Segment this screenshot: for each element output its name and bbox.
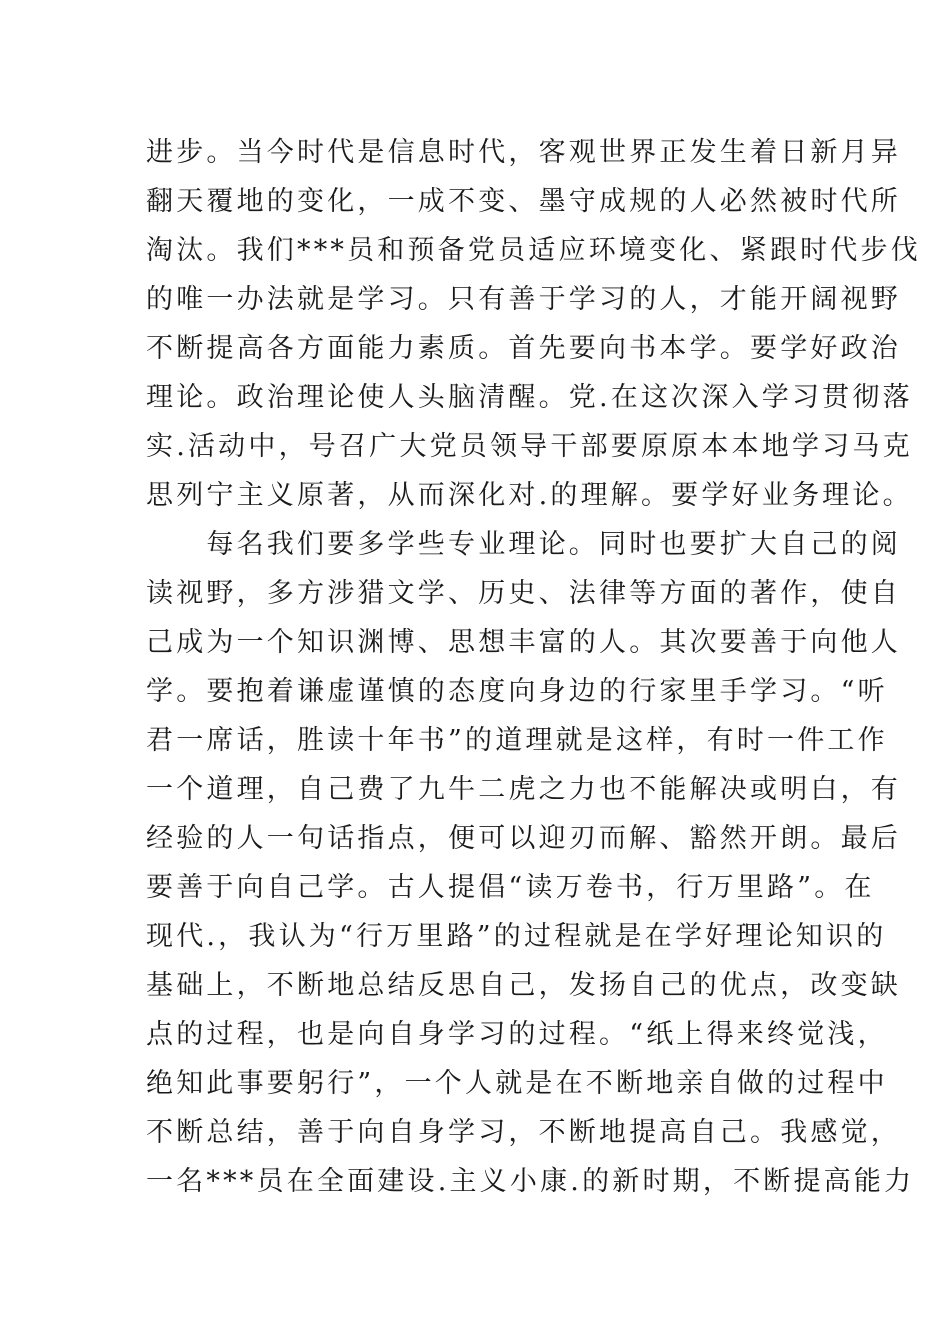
text-line: 不断提高各方面能力素质。首先要向书本学。要学好政治 — [146, 333, 901, 364]
text-line: 要善于向自己学。古人提倡“读万卷书，行万里路”。在 — [146, 872, 875, 903]
text-line: 学。要抱着谦虚谨慎的态度向身边的行家里手学习。“听 — [146, 676, 888, 707]
text-line: 进步。当今时代是信息时代，客观世界正发生着日新月异 — [146, 137, 901, 168]
text-line: 绝知此事要躬行”，一个人就是在不断地亲自做的过程中 — [146, 1068, 888, 1099]
text-line: 基础上，不断地总结反思自己，发扬自己的优点，改变缺 — [146, 970, 901, 1001]
text-line: 一名***员在全面建设.主义小康.的新时期，不断提高能力 — [146, 1166, 915, 1197]
text-line: 每名我们要多学些专业理论。同时也要扩大自己的阅 — [146, 529, 901, 560]
text-line: 淘汰。我们***员和预备党员适应环境变化、紧跟时代步伐 — [146, 235, 921, 266]
text-line: 经验的人一句话指点，便可以迎刃而解、豁然开朗。最后 — [146, 823, 901, 854]
text-line: 翻天覆地的变化，一成不变、墨守成规的人必然被时代所 — [146, 186, 901, 217]
text-line: 理论。政治理论使人头脑清醒。党.在这次深入学习贯彻落 — [146, 382, 913, 413]
text-line: 君一席话，胜读十年书”的道理就是这样，有时一件工作 — [146, 725, 888, 756]
text-line: 实.活动中，号召广大党员领导干部要原原本本地学习马克 — [146, 431, 913, 462]
text-line: 点的过程，也是向自身学习的过程。“纸上得来终觉浅， — [146, 1019, 888, 1050]
text-line: 己成为一个知识渊博、思想丰富的人。其次要善于向他人 — [146, 627, 901, 658]
body-text — [146, 128, 921, 1206]
text-line: 一个道理，自己费了九牛二虎之力也不能解决或明白，有 — [146, 774, 901, 805]
text-line: 思列宁主义原著，从而深化对.的理解。要学好业务理论。 — [146, 480, 913, 511]
text-line: 不断总结，善于向自身学习，不断地提高自己。我感觉， — [146, 1117, 901, 1148]
text-line: 的唯一办法就是学习。只有善于学习的人，才能开阔视野 — [146, 284, 901, 315]
text-line: 读视野，多方涉猎文学、历史、法律等方面的著作，使自 — [146, 578, 901, 609]
text-line: 现代.，我认为“行万里路”的过程就是在学好理论知识的 — [146, 921, 887, 952]
